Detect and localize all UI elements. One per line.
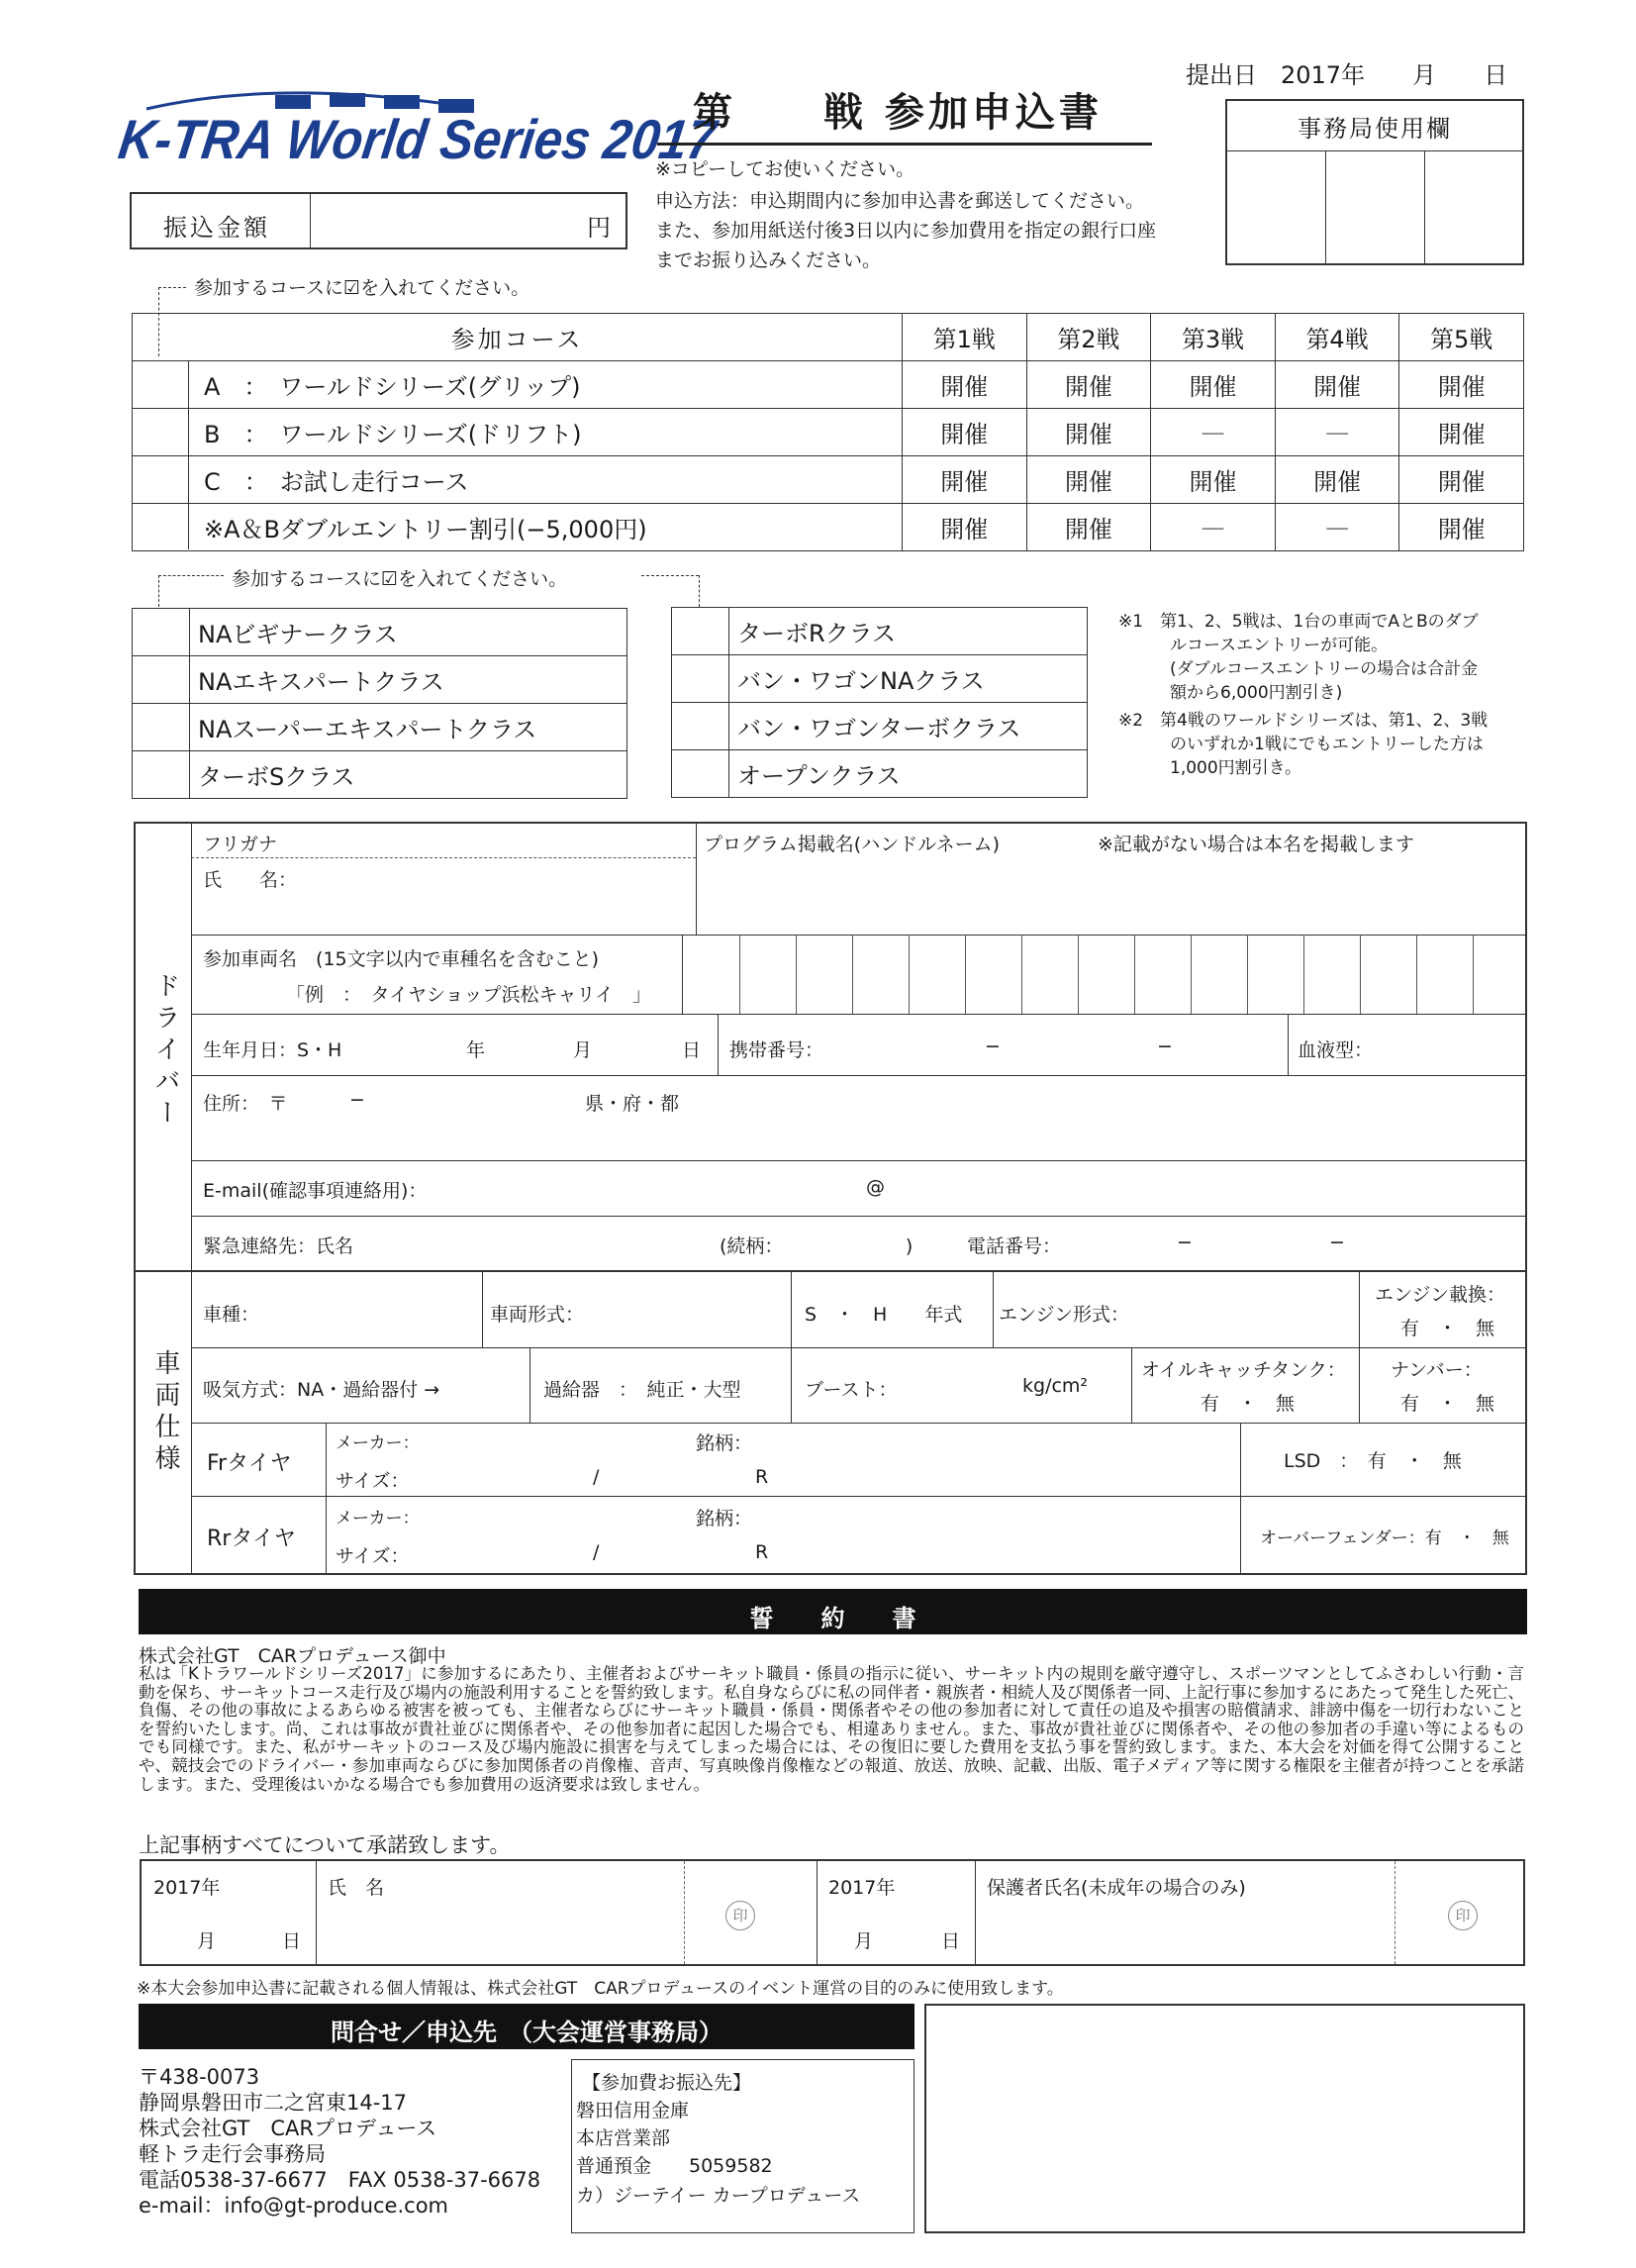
course-instruction: 参加するコースに☑を入れてください。: [194, 277, 530, 299]
privacy-note: ※本大会参加申込書に記載される個人情報は、株式会社GT CARプロデュースのイベント運営の目的のみに使用致します。: [137, 1979, 1064, 1999]
pledge-to: 株式会社GT CARプロデュース御中: [139, 1645, 446, 1667]
class-label: NAエキスパートクラス: [190, 656, 627, 704]
rr-size-slash: /: [593, 1541, 600, 1563]
boost-label[interactable]: ブースト：: [805, 1379, 898, 1401]
bank-line: 磐田信用金庫: [576, 2100, 690, 2121]
signature-box: [140, 1859, 1525, 1966]
class-label: ターボSクラス: [190, 751, 627, 799]
mobile-dash: −: [985, 1035, 1001, 1057]
car-name-label: 参加車両名 (15文字以内で車種名を含むこと): [203, 948, 600, 970]
class-label: ターボRクラス: [729, 608, 1088, 655]
sign-year: 2017年: [153, 1877, 221, 1899]
class-checkbox[interactable]: [133, 609, 190, 656]
car-type-label[interactable]: 車種：: [203, 1304, 260, 1326]
rr-tire-label: Rrタイヤ: [207, 1527, 296, 1551]
class-label: NAスーパーエキスパートクラス: [190, 704, 627, 751]
blood-label[interactable]: 血液型：: [1298, 1039, 1374, 1061]
transfer-unit: 円: [587, 214, 611, 242]
intake-label[interactable]: 吸気方式：NA・過給器付 →: [203, 1379, 440, 1401]
birth-day: 日: [682, 1039, 702, 1061]
course-row-c[interactable]: [133, 456, 903, 504]
driver-section: [134, 822, 1527, 1272]
guardian-day: 日: [941, 1930, 961, 1952]
charger-label[interactable]: 過給器 ： 純正・大型: [543, 1379, 741, 1401]
over-fender-choice[interactable]: オーバーフェンダー：有 ・ 無: [1260, 1528, 1509, 1548]
course-cell: —: [1275, 504, 1399, 551]
note-line: ※2 第4戦のワールドシリーズは、第1、2、3戦: [1118, 711, 1489, 731]
class-checkbox[interactable]: [133, 656, 190, 704]
fr-tire-label: Frタイヤ: [207, 1451, 292, 1476]
car-name-grid[interactable]: [682, 935, 1528, 1014]
note-line: 額から6,000円割引き): [1170, 683, 1343, 703]
phone-dash: −: [1329, 1232, 1345, 1253]
pledge-body: 私は「Kトラワールドシリーズ2017」に参加するにあたり、主催者およびサーキット職員・係員の指示に従い、サーキット内の規則を厳守遵守し、スポーツマンとしてふさわしい行動・言動を保ち、サーキットコース走行及び場内の施設利用することを誓約致します。私自身ならびに私の同伴者・親族者・相続人及び関係者一同、上記行事に参加するにあたって発生した死亡、負傷、その他の事故によるあらゆる被害を被っても、主催者ならびにサーキット職員・係員・関係者やその他の参加者に対して責任の追及や損害の賠償請求、誹謗中傷を一切行わないことを誓約いたします。尚、これは事故が貴社並びに関係者や、その他参加者に起因した場合でも、相違ありません。また、事故が貴社並びに関係者や、その他の参加者の手違い等によるものでも同様です。また、私がサーキットのコース及び場内施設に損害を与えてしまった場合には、その復旧に要した費用を支払う事を誓約致します。また、本大会を対価を得て公開することや、競技会でのドライバー・参加車両ならびに参加関係者の肖像権、音声、写真映像肖像権などの報道、放送、放映、記載、出版、電子メディア等に関する権限を主催者が持つことを承諾します。また、受理後はいかなる場合でも参加費用の返済要求は致しません。: [139, 1664, 1524, 1794]
submit-date[interactable]: 提出日 2017年 月 日: [1186, 61, 1508, 89]
class-checkbox[interactable]: [672, 750, 729, 798]
course-header: 参加コース: [133, 314, 903, 361]
number-label: ナンバー：: [1391, 1359, 1483, 1381]
class-label: バン・ワゴンNAクラス: [729, 655, 1088, 703]
furigana-label: フリガナ: [203, 834, 278, 855]
bank-holder: カ）ジーテイー カープロデュース: [576, 2185, 861, 2207]
contact-line: 静岡県磐田市二之宮東14-17: [139, 2091, 408, 2115]
driver-label: ドライバー: [150, 972, 180, 1131]
round-header: 第4戦: [1275, 314, 1399, 361]
address-label[interactable]: 住所： 〒: [203, 1093, 288, 1115]
oil-catch-label: オイルキャッチタンク：: [1141, 1359, 1346, 1381]
office-use-box: [1225, 99, 1524, 265]
fr-size-label[interactable]: サイズ：: [336, 1470, 410, 1492]
vehicle-section: [134, 1270, 1527, 1575]
class-checkbox[interactable]: [672, 703, 729, 750]
sign-month: 月: [197, 1930, 217, 1952]
contact-line: 株式会社GT CARプロデュース: [139, 2117, 437, 2140]
sign-name-label[interactable]: 氏 名: [328, 1877, 385, 1899]
course-cell: —: [1151, 504, 1276, 551]
engine-label[interactable]: エンジン形式：: [999, 1304, 1130, 1326]
car-model-label[interactable]: 車両形式：: [490, 1304, 585, 1326]
note-line: ※1 第1、2、5戦は、1台の車両でAとBのダブ: [1118, 612, 1479, 632]
office-use-label: 事務局使用欄: [1298, 115, 1452, 143]
course-cell: 開催: [1399, 504, 1524, 551]
note-line: までお振り込みください。: [655, 249, 882, 271]
bank-info-box: [571, 2059, 914, 2233]
birth-year: 年: [466, 1039, 486, 1061]
stamp-icon: 印: [1448, 1901, 1478, 1930]
transfer-label: 振込金額: [163, 214, 270, 242]
course-row-a[interactable]: [133, 361, 903, 409]
class-checkbox[interactable]: [672, 655, 729, 703]
engine-swap-choice[interactable]: 有 ・ 無: [1400, 1318, 1495, 1339]
fr-maker-label[interactable]: メーカー：: [336, 1433, 420, 1453]
birth-month: 月: [573, 1039, 593, 1061]
class-instruction: 参加するコースに☑を入れてください。: [232, 568, 568, 590]
contact-title-bar: [139, 2004, 914, 2049]
engine-swap-label: エンジン載換：: [1375, 1284, 1506, 1306]
blank-box: [924, 2004, 1525, 2233]
course-table: [132, 313, 1524, 551]
course-cell: 開催: [1399, 456, 1524, 504]
stamp-icon: 印: [725, 1901, 755, 1930]
number-choice[interactable]: 有 ・ 無: [1400, 1393, 1495, 1415]
course-row-double[interactable]: [133, 504, 903, 551]
fr-size-slash: /: [593, 1466, 600, 1488]
email-label[interactable]: E-mail(確認事項連絡用)：: [203, 1180, 428, 1202]
course-name: B ： ワールドシリーズ(ドリフト): [204, 421, 582, 448]
lsd-choice[interactable]: LSD ： 有 ・ 無: [1284, 1450, 1462, 1472]
postal-dash: −: [349, 1089, 365, 1111]
class-label: オープンクラス: [729, 750, 1088, 798]
note-line: ルコースエントリーが可能。: [1170, 636, 1389, 655]
course-cell: 開催: [1026, 409, 1151, 456]
course-cell: 開催: [1151, 361, 1276, 409]
pledge-title: 誓 約 書: [749, 1605, 916, 1632]
bank-account: 普通預金 5059582: [576, 2155, 773, 2177]
program-name-label[interactable]: プログラム掲載名(ハンドルネーム): [704, 834, 1001, 855]
round-header: 第3戦: [1151, 314, 1276, 361]
course-name: C ： お試し走行コース: [204, 468, 469, 496]
birth-label[interactable]: 生年月日：S・H: [203, 1039, 342, 1061]
emergency-phone-label[interactable]: 電話番号：: [967, 1235, 1062, 1257]
contact-email: e-mail：info@gt-produce.com: [139, 2194, 449, 2218]
class-table-right: [671, 607, 1088, 798]
pledge-agree: 上記事柄すべてについて承諾致します。: [139, 1833, 511, 1857]
mobile-dash: −: [1157, 1035, 1173, 1057]
svg-text:K-TRA World Series 2017: K-TRA World Series 2017: [115, 109, 720, 171]
email-at: @: [866, 1176, 885, 1198]
note-line: ※コピーしてお使いください。: [655, 158, 915, 180]
rr-size-r: R: [755, 1541, 769, 1563]
rr-size-label[interactable]: サイズ：: [336, 1545, 410, 1567]
course-name: A ： ワールドシリーズ(グリップ): [204, 373, 581, 401]
course-cell: 開催: [903, 504, 1027, 551]
class-checkbox[interactable]: [133, 751, 190, 799]
guardian-month: 月: [854, 1930, 874, 1952]
boost-unit: kg/cm²: [1022, 1375, 1089, 1397]
note-line: また、参加用紙送付後3日以内に参加費用を指定の銀行口座: [655, 220, 1157, 242]
sign-day: 日: [282, 1930, 302, 1952]
guardian-name-label[interactable]: 保護者氏名(未成年の場合のみ): [987, 1877, 1246, 1899]
fr-brand-label[interactable]: 銘柄：: [696, 1432, 753, 1454]
rr-maker-label[interactable]: メーカー：: [336, 1509, 420, 1528]
course-cell: 開催: [1026, 361, 1151, 409]
class-table-left: [132, 608, 627, 799]
round-header: 第1戦: [903, 314, 1027, 361]
course-cell: 開催: [1151, 456, 1276, 504]
note-line: 1,000円割引き。: [1170, 758, 1301, 778]
round-header: 第2戦: [1026, 314, 1151, 361]
logo: [115, 87, 720, 176]
note-line: (ダブルコースエントリーの場合は合計金: [1170, 659, 1479, 679]
transfer-amount-field[interactable]: [130, 192, 627, 249]
bank-title: 【参加費お振込先】: [582, 2072, 752, 2094]
class-label: NAビギナークラス: [190, 609, 627, 656]
round-header: 第5戦: [1399, 314, 1524, 361]
course-cell: 開催: [903, 456, 1027, 504]
emergency-label[interactable]: 緊急連絡先：氏名: [203, 1235, 354, 1257]
prefecture-label: 県・府・都: [585, 1093, 680, 1115]
oil-catch-choice[interactable]: 有 ・ 無: [1201, 1393, 1296, 1415]
guardian-year: 2017年: [828, 1877, 896, 1899]
course-cell: 開催: [903, 409, 1027, 456]
name-label[interactable]: 氏 名：: [203, 869, 298, 891]
course-cell: 開催: [903, 361, 1027, 409]
course-row-b[interactable]: [133, 409, 903, 456]
course-cell: 開催: [1026, 504, 1151, 551]
relation-label: (続柄： ): [720, 1235, 914, 1257]
class-label: バン・ワゴンターボクラス: [729, 703, 1088, 750]
contact-line: 軽トラ走行会事務局: [139, 2142, 326, 2166]
phone-dash: −: [1177, 1232, 1193, 1253]
pledge-title-bar: [139, 1589, 1527, 1634]
vehicle-label: 車両仕様: [150, 1349, 180, 1476]
program-note: ※記載がない場合は本名を掲載します: [1098, 834, 1414, 855]
mobile-label[interactable]: 携帯番号：: [729, 1039, 824, 1061]
course-cell: 開催: [1399, 361, 1524, 409]
course-cell: —: [1151, 409, 1276, 456]
contact-line: 電話0538-37-6677 FAX 0538-37-6678: [139, 2168, 541, 2192]
class-checkbox[interactable]: [672, 608, 729, 655]
course-cell: 開催: [1275, 456, 1399, 504]
year-style-label[interactable]: S ・ H 年式: [805, 1304, 963, 1326]
car-name-example: 「例 ： タイヤショップ浜松キャリイ 」: [286, 984, 651, 1006]
form-title: 第 戦 参加申込書: [693, 90, 1103, 136]
course-cell: 開催: [1399, 409, 1524, 456]
bank-line: 本店営業部: [576, 2127, 671, 2149]
rr-brand-label[interactable]: 銘柄：: [696, 1508, 753, 1529]
class-checkbox[interactable]: [133, 704, 190, 751]
contact-title: 問合せ／申込先 （大会運営事務局）: [331, 2019, 722, 2046]
note-line: のいずれか1戦にでもエントリーした方は: [1170, 735, 1484, 754]
course-cell: —: [1275, 409, 1399, 456]
fr-size-r: R: [755, 1466, 769, 1488]
contact-line: 〒438-0073: [139, 2065, 260, 2089]
course-cell: 開催: [1026, 456, 1151, 504]
course-cell: 開催: [1275, 361, 1399, 409]
note-line: 申込方法：申込期間内に参加申込書を郵送してください。: [655, 190, 1145, 212]
course-name: ※A＆Bダブルエントリー割引(−5,000円): [204, 516, 647, 543]
